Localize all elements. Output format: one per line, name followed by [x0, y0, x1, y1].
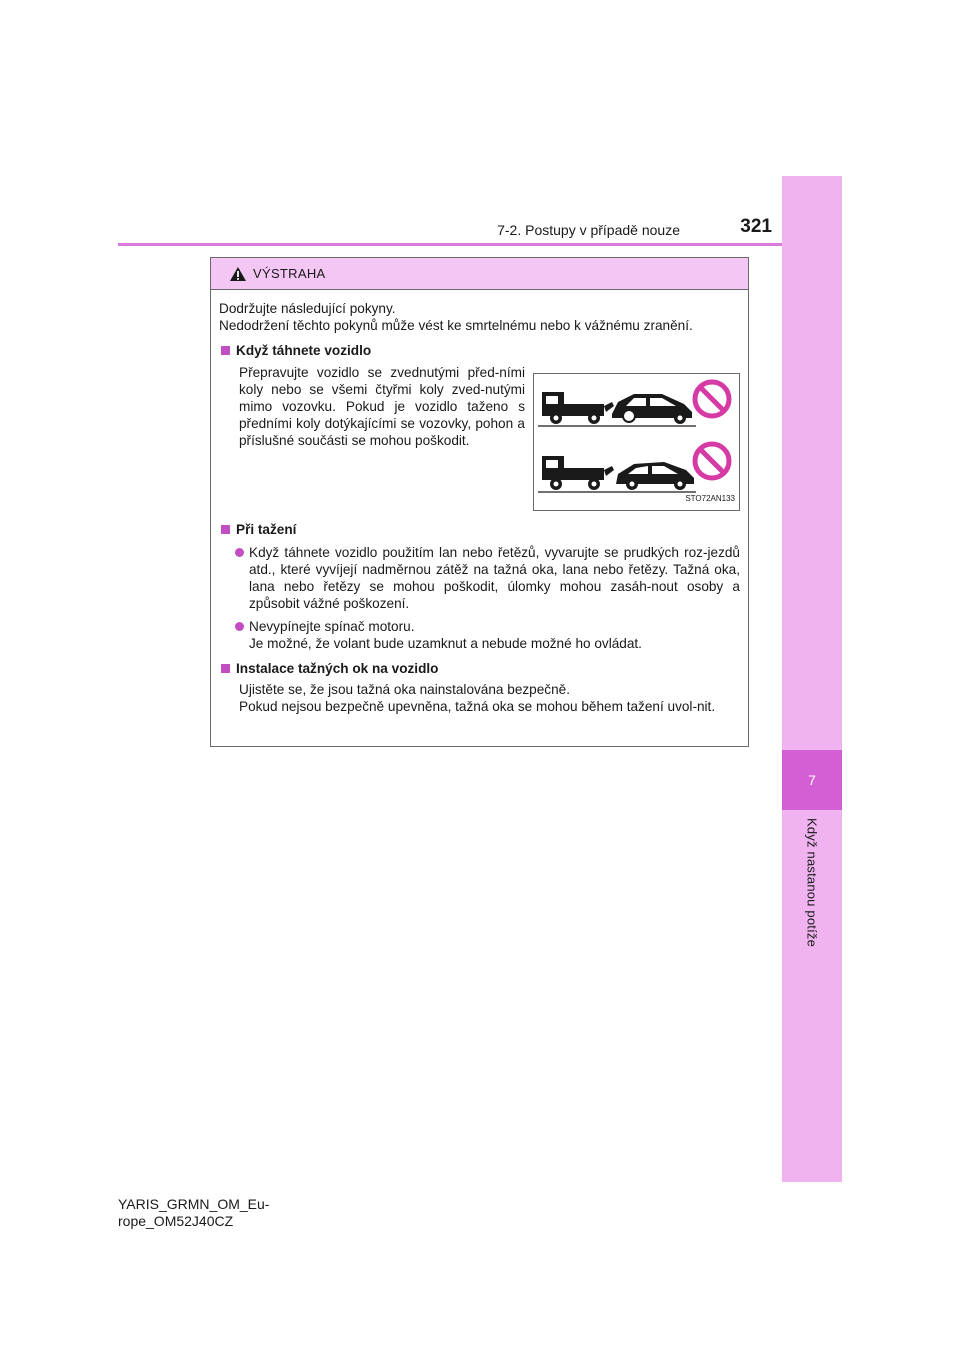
- document-code-line-2: rope_OM52J40CZ: [118, 1213, 234, 1229]
- round-bullet-icon: [235, 622, 244, 631]
- header-rule: [118, 243, 782, 246]
- warning-header: [211, 258, 748, 290]
- square-bullet-icon: [221, 525, 230, 534]
- prohibition-icon: [695, 444, 729, 478]
- car-icon: [612, 394, 692, 424]
- page-number: 321: [740, 216, 772, 237]
- document-code-line-1: YARIS_GRMN_OM_Eu-: [118, 1196, 270, 1212]
- square-bullet-icon: [221, 346, 230, 355]
- warning-title: VÝSTRAHA: [253, 266, 326, 281]
- list-item: [233, 618, 740, 652]
- tow-hook-text: [219, 681, 740, 715]
- figure-code: STO72AN133: [685, 494, 735, 503]
- list-item-text: [249, 618, 642, 652]
- round-bullet-icon: [235, 548, 244, 557]
- tow-hook-line-2: Pokud nejsou bezpečně upevněna, tažná oka se mohou během tažení uvol-nit.: [239, 699, 716, 714]
- section-heading-text: Instalace tažných ok na vozidlo: [236, 661, 439, 676]
- section-heading-text: Když táhnete vozidlo: [236, 343, 372, 358]
- tow-hook-line-1: Ujistěte se, že jsou tažná oka nainstalována bezpečně.: [239, 682, 570, 697]
- warning-body: [211, 290, 748, 715]
- tow-truck-icon: [542, 392, 614, 424]
- warning-triangle-icon: [229, 266, 247, 282]
- warning-intro-1: Dodržujte následující pokyny.: [219, 301, 396, 316]
- towing-bullets: [219, 544, 740, 652]
- document-code: [118, 1196, 269, 1230]
- list-item-line: Je možné, že volant bude uzamknut a nebude možné ho ovládat.: [249, 636, 642, 651]
- towing-illustration: [533, 373, 740, 511]
- list-item-line: Nevypínejte spínač motoru.: [249, 619, 415, 634]
- section-heading: [219, 660, 740, 677]
- chapter-number: 7: [808, 772, 816, 788]
- section-heading-text: Při tažení: [236, 522, 297, 537]
- warning-box: [210, 257, 749, 747]
- prohibition-icon: [695, 382, 729, 416]
- section-heading: [219, 521, 740, 538]
- tow-truck-icon: [542, 456, 614, 490]
- side-tab-strip: [782, 176, 842, 1182]
- list-item-text: Když táhnete vozidlo použitím lan nebo řetězů, vyvarujte se prudkých roz-jezdů atd., které vyvíjejí nadměrnou zátěž na tažná oka, lana nebo řetězy. Tažná oka, lana nebo řetězy se mohou poškodit, úlomky mohou zasáh-nout osoby a způsobit vážné poškození.: [249, 545, 740, 611]
- towing-block: [219, 363, 740, 511]
- section-heading: [219, 342, 740, 359]
- square-bullet-icon: [221, 664, 230, 673]
- warning-intro-2: Nedodržení těchto pokynů může vést ke smrtelnému nebo k vážnému zranění.: [219, 318, 693, 333]
- chapter-label: Když nastanou potíže: [804, 818, 820, 948]
- towing-text: Přepravujte vozidlo se zvednutými před-ními koly nebo se všemi čtyřmi koly zved-nutými mimo vozovku. Pokud je vozidlo taženo s předními koly dotýkajícími se vozovky, pohon a příslušné součásti se mohou poškodit.: [239, 365, 525, 448]
- car-icon: [616, 462, 694, 490]
- section-title: 7-2. Postupy v případě nouze: [497, 222, 680, 238]
- list-item: [233, 544, 740, 612]
